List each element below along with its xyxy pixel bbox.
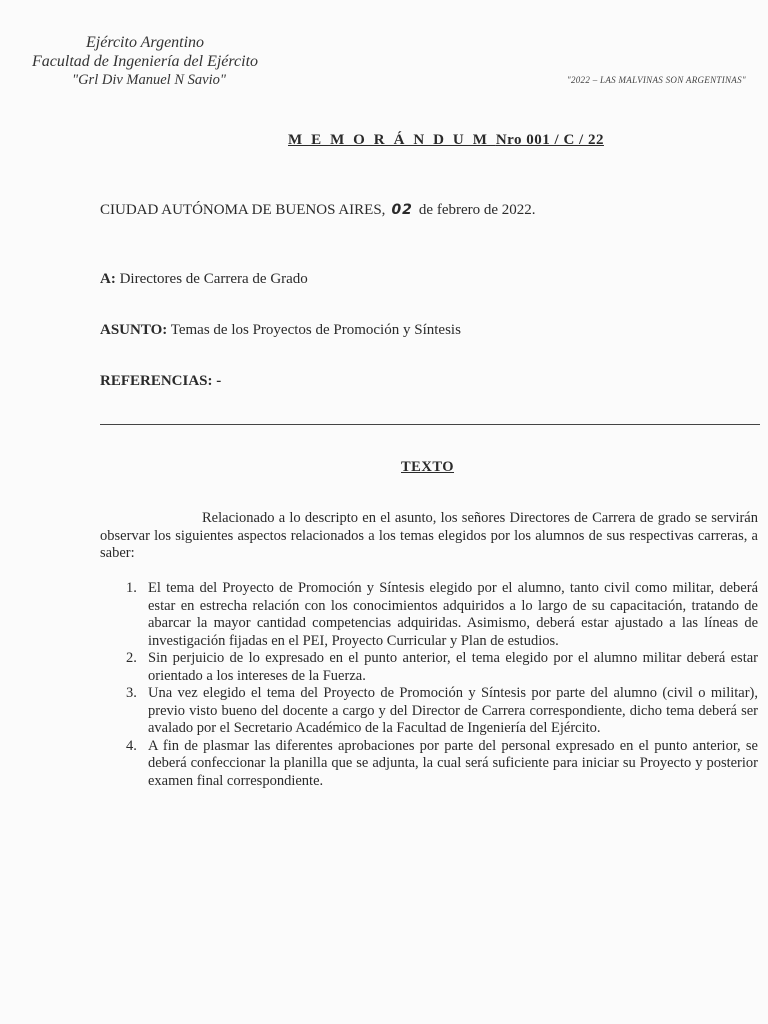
- body-heading: TEXTO: [401, 459, 455, 475]
- memo-number: Nro 001 / C / 22: [495, 132, 604, 148]
- field-subject-value: Temas de los Proyectos de Promoción y Síntesis: [170, 322, 461, 338]
- list-item: [120, 650, 758, 685]
- field-recipient-value: Directores de Carrera de Grado: [119, 271, 308, 287]
- list-item-number: 4.: [126, 737, 137, 754]
- memo-day-handwritten: 02: [391, 202, 413, 218]
- memo-city: CIUDAD AUTÓNOMA DE BUENOS AIRES,: [100, 202, 386, 218]
- separator-line: [100, 424, 760, 425]
- memo-date-rest: de febrero de 2022.: [418, 202, 536, 218]
- field-references-label: REFERENCIAS: -: [100, 373, 222, 389]
- list-item-text: El tema del Proyecto de Promoción y Síntesis elegido por el alumno, tanto civil como militar, deberá estar en estrecha relación con los conocimientos adquiridos a lo largo de su capacitación, tratando de abarcar la mayor cantidad competencias adquiridas. Asimismo, deberá estar ajustado a las líneas de investigación fijadas en el PEI, Proyecto Curricular y Plan de estudios.: [148, 580, 758, 649]
- list-item-number: 2.: [126, 650, 137, 666]
- header-motto: "2022 – LAS MALVINAS SON ARGENTINAS": [566, 75, 746, 85]
- list-item-text: A fin de plasmar las diferentes aprobaciones por parte del personal expresado en el punto anterior, se deberá confeccionar la planilla que se adjunta, la cual será suficiente para iniciar su Proyecto y posterior examen final correspondiente.: [148, 737, 758, 789]
- list-item: [120, 738, 758, 791]
- memo-date-line: [100, 202, 536, 219]
- field-recipient-label: A:: [100, 271, 116, 287]
- body-intro: [100, 510, 758, 563]
- header-faculty-patron: "Grl Div Manuel N Savio": [72, 72, 226, 88]
- field-references: [100, 373, 221, 390]
- list-item-text: Sin perjuicio de lo expresado en el punto anterior, el tema elegido por el alumno militar deberá estar orientado a los intereses de la Fuerza.: [148, 650, 758, 684]
- memo-title: [288, 132, 604, 149]
- field-subject: [100, 322, 461, 339]
- list-item-number: 1.: [126, 580, 137, 596]
- header-faculty-name: Facultad de Ingeniería del Ejército: [32, 53, 259, 70]
- list-item: [120, 685, 758, 738]
- field-subject-label: ASUNTO:: [100, 322, 168, 338]
- header-army-name: Ejército Argentino: [86, 34, 205, 51]
- body-item-list: [120, 580, 758, 790]
- field-recipient: [100, 271, 308, 288]
- list-item-text: Una vez elegido el tema del Proyecto de Promoción y Síntesis por parte del alumno (civil o militar), previo visto bueno del docente a cargo y del Director de Carrera correspondiente, dicho tema deberá ser avalado por el Secretario Académico de la Facultad de Ingeniería del Ejército.: [148, 685, 758, 736]
- list-item-number: 3.: [126, 685, 137, 701]
- body-intro-text: Relacionado a lo descripto en el asunto, los señores Directores de Carrera de grado se servirán observar los siguientes aspectos relacionados a los temas elegidos por los alumnos de sus respectivas carreras, a saber:: [100, 510, 758, 561]
- list-item: [120, 580, 758, 650]
- memo-title-prefix: M E M O R Á N D U M: [288, 132, 496, 148]
